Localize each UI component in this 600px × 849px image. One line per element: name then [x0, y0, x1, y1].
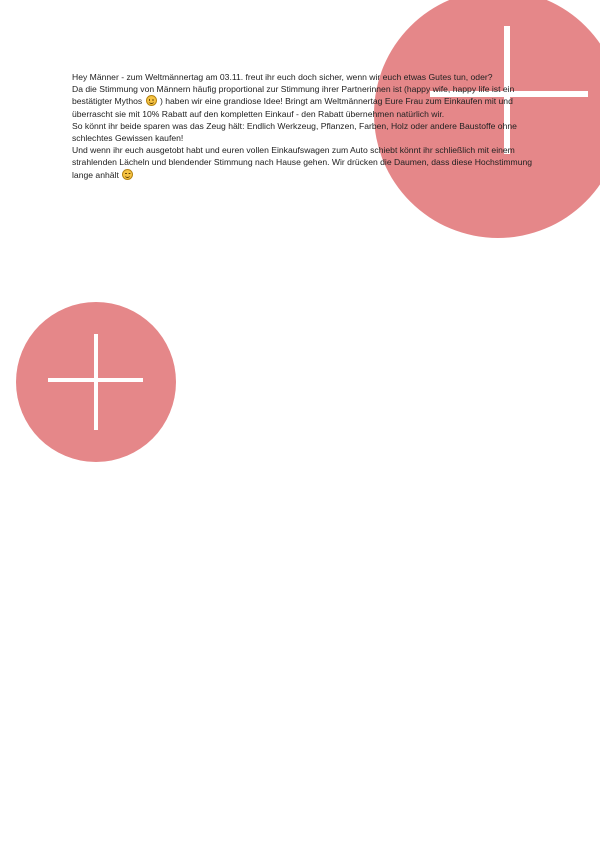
paragraph-savings: So könnt ihr beide sparen was das Zeug hält: Endlich Werkzeug, Pflanzen, Farben, Holz oder andere Baustoffe ohne schlechtes Gewissen kaufen! [72, 120, 517, 144]
plus-icon-vertical [94, 334, 98, 430]
paragraph-greeting: Hey Männer - zum Weltmännertag am 03.11. freut ihr euch doch sicher, wenn wir euch etwas Gutes tun, oder? [72, 72, 493, 82]
paragraph-closing-text: Und wenn ihr euch ausgetobt habt und euren vollen Einkaufswagen zum Auto schiebt könnt ihr schließlich mit einem strahlenden Lächeln und blendender Stimmung nach Hause gehen. Wir drücken die Daumen, dass diese Hochstimmung lange anhält [72, 145, 533, 180]
paragraph-idea-part-2: ) haben wir eine grandiose Idee! Bringt am Weltmännertag Eure Frau zum Einkaufen mit und überrascht sie mit 10% Rabatt auf den kompletten Einkauf - den Rabatt übernehmen natürlich wir. [72, 96, 513, 119]
smiling-face-icon [146, 95, 157, 106]
smiling-face-icon [122, 169, 133, 180]
body-text [72, 71, 542, 181]
paragraph-idea-part-1: Da die Stimmung von Männern häufig proportional zur Stimmung ihrer Partnerinnen ist (happy wife, happy life ist ein bestätigter Mythos [72, 84, 515, 107]
decorative-circle-middle [16, 302, 176, 462]
paragraph-idea [72, 83, 542, 120]
paragraph-closing [72, 144, 542, 181]
